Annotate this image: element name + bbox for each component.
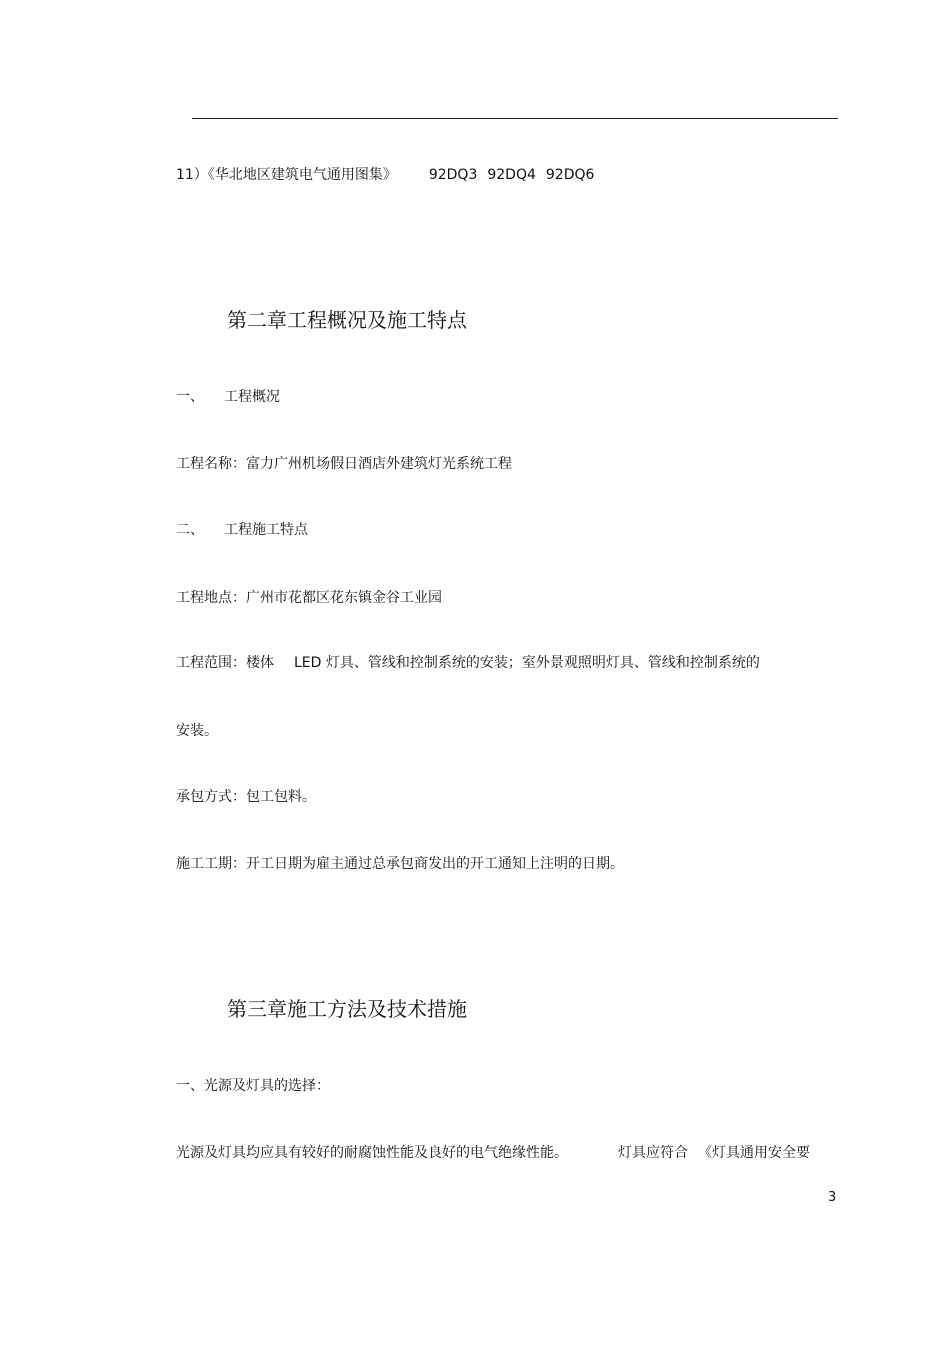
chapter3-paragraph [176,1144,810,1162]
section-marker: 二、 [176,522,204,538]
section-marker: 一、 [176,389,204,405]
chapter3-title: 第三章施工方法及技术措施 [227,997,467,1021]
chapter3-section1-heading: 一、光源及灯具的选择： [176,1078,330,1094]
header-rule [192,118,838,119]
paragraph-part-1: 光源及灯具均应具有较好的耐腐蚀性能及良好的电气绝缘性能。 [176,1145,568,1161]
section-title: 工程施工特点 [224,522,308,538]
reference-label: 11）《华北地区建筑电气通用图集》 [176,167,397,183]
paragraph-part-3: 《灯具通用安全要 [698,1145,810,1161]
project-scope-continued: 安装。 [176,723,218,739]
contract-method: 承包方式：包工包料。 [176,789,316,805]
project-scope [176,654,760,672]
project-name: 工程名称：富力广州机场假日酒店外建筑灯光系统工程 [176,456,512,472]
chapter2-section1-heading [176,388,280,406]
project-location: 工程地点：广州市花都区花东镇金谷工业园 [176,590,442,606]
construction-period: 施工工期：开工日期为雇主通过总承包商发出的开工通知上注明的日期。 [176,856,624,872]
reference-code-1: 92DQ3 [428,167,478,183]
reference-item [176,166,594,184]
paragraph-part-2: 灯具应符合 [618,1145,688,1161]
scope-prefix: 工程范围：楼体 [176,655,274,671]
chapter2-section2-heading [176,521,308,539]
chapter2-title: 第二章工程概况及施工特点 [227,308,467,332]
reference-code-2: 92DQ4 [487,167,536,183]
scope-detail: LED 灯具、管线和控制系统的安装；室外景观照明灯具、管线和控制系统的 [294,655,760,671]
reference-code-3: 92DQ6 [545,167,595,183]
section-title: 工程概况 [224,389,280,405]
page-number: 3 [828,1190,837,1205]
